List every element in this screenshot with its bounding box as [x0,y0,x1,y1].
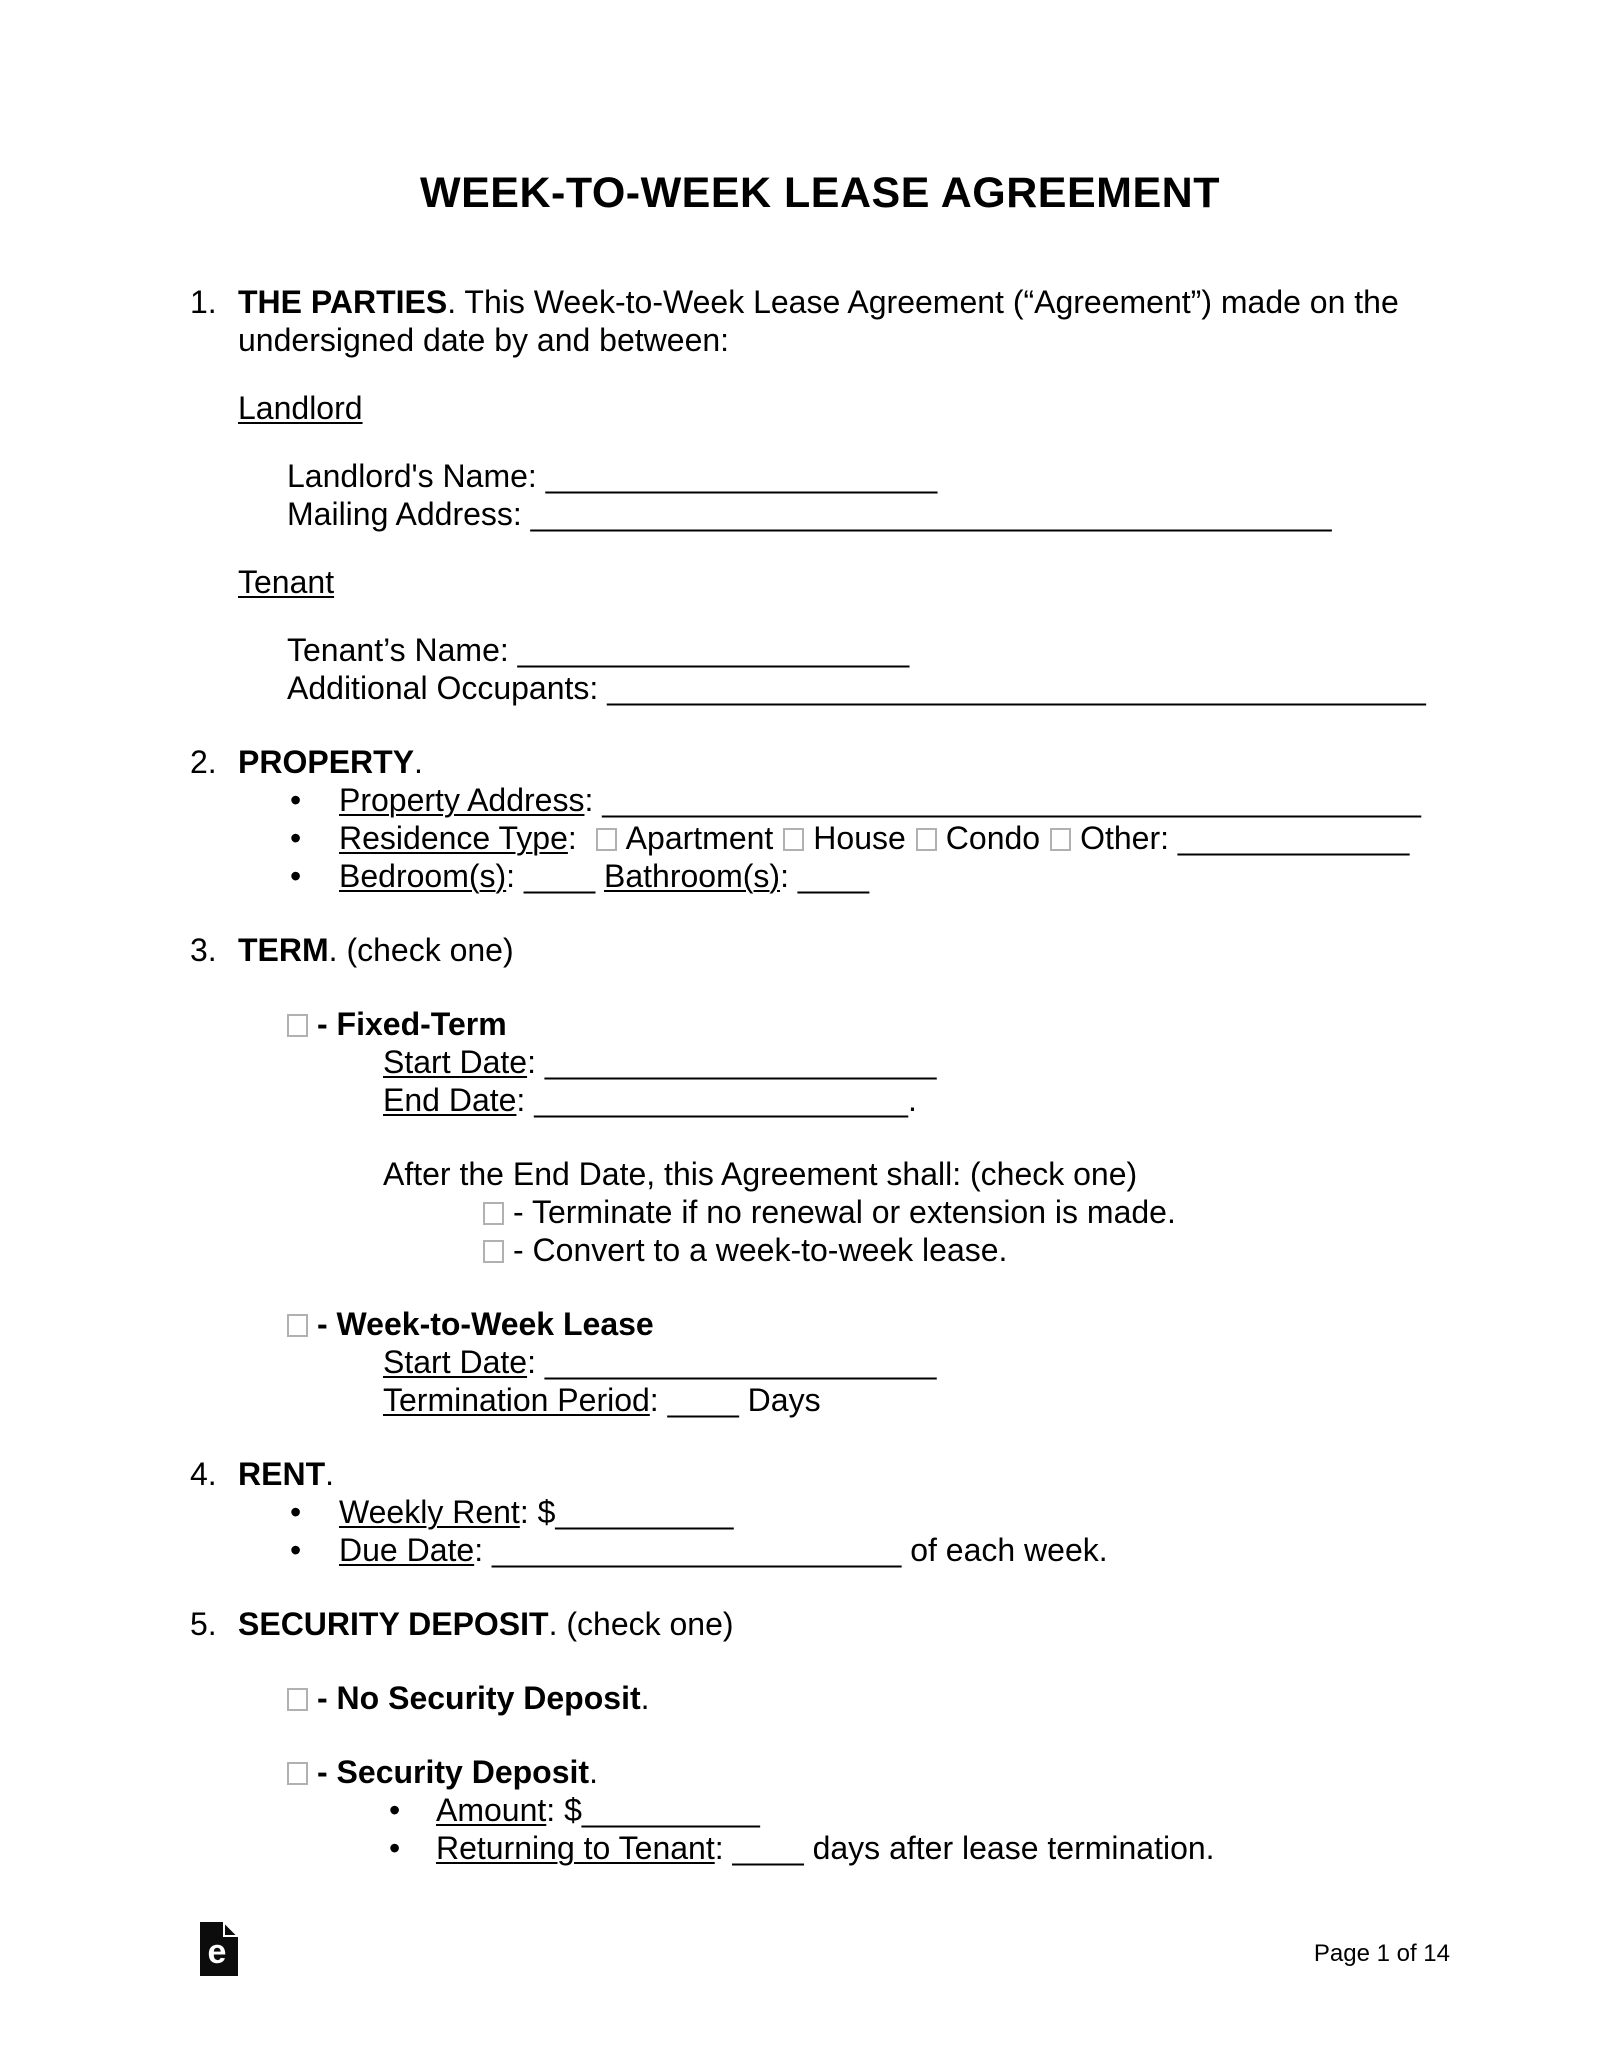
week-to-week-checkbox[interactable] [287,1314,308,1337]
start-date-label: Start Date [383,1344,528,1380]
week-to-week-label: - Week-to-Week Lease [317,1306,654,1342]
section-1-text: . This Week-to-Week Lease Agreement (“Agreement”) made on the [447,284,1399,320]
tenants-name-field[interactable]: ______________________ [517,632,910,668]
bullet-icon: • [290,1494,302,1530]
fixed-term-checkbox[interactable] [287,1014,308,1037]
house-checkbox[interactable] [783,828,804,851]
section-3-term-heading [190,931,1450,969]
property-address-field[interactable]: ______________________________________________ [602,782,1421,818]
period: . [589,1754,598,1790]
period: . [907,1082,917,1118]
security-deposit-option [287,1753,1450,1791]
fixed-term-option [287,1005,1450,1043]
convert-checkbox[interactable] [483,1240,504,1263]
page-number: Page 1 of 14 [1313,1940,1450,1967]
property-address-label: Property Address [339,782,585,818]
tenant-heading [238,563,1450,601]
dollar-sign: : $ [519,1494,556,1530]
colon: : [474,1532,492,1568]
week-to-week-option [287,1305,1450,1343]
section-1-parties-line-1 [190,283,1450,321]
end-date-label: End Date [383,1082,517,1118]
terminate-checkbox[interactable] [483,1202,504,1225]
deposit-return-days-field[interactable]: ____ [732,1830,804,1866]
tenants-name-label: Tenant’s Name: [287,632,518,668]
of-each-week-text: of each week. [901,1532,1108,1568]
other-label: Other: [1080,820,1178,856]
colon: : [516,1082,535,1118]
termination-period-field[interactable]: ____ [667,1382,739,1418]
tenant-label: Tenant [238,564,335,600]
section-1-parties-line-2 [238,321,1450,359]
due-date-line [287,1531,1450,1569]
bathrooms-label: Bathroom(s) [604,858,781,894]
other-checkbox[interactable] [1050,828,1071,851]
section-2-property-heading [190,743,1450,781]
section-5-number: 5. [190,1606,217,1642]
amount-label: Amount [436,1792,547,1828]
apartment-checkbox[interactable] [596,828,617,851]
logo-letter: e [207,1933,227,1971]
bullet-icon: • [290,858,302,894]
termination-period-label: Termination Period [383,1382,650,1418]
section-3-number: 3. [190,932,217,968]
due-date-label: Due Date [339,1532,475,1568]
dollar-sign: : $ [546,1792,582,1828]
days-label: Days [738,1382,821,1418]
after-end-date-line [383,1155,1450,1193]
bedrooms-label: Bedroom(s) [339,858,507,894]
weekly-rent-label: Weekly Rent [339,1494,520,1530]
condo-label: Condo [945,820,1041,856]
section-4-number: 4. [190,1456,217,1492]
period: . [640,1680,650,1716]
colon: : [714,1830,733,1866]
bullet-icon: • [389,1792,401,1828]
section-2-period: . [414,744,423,780]
apartment-label: Apartment [625,820,774,856]
colon: : [527,1344,545,1380]
returning-to-tenant-line [386,1829,1450,1867]
bullet-icon: • [290,1532,302,1568]
bullet-icon: • [389,1830,401,1866]
fixed-end-date-field[interactable]: _____________________ [534,1082,908,1118]
convert-label: - Convert to a week-to-week lease. [513,1232,1008,1268]
section-4-rent-heading [190,1455,1450,1493]
fixed-term-end-date-line [383,1081,1450,1119]
weekly-rent-field[interactable]: __________ [555,1494,734,1530]
bullet-icon: • [290,782,302,818]
termination-period-line [383,1381,1450,1419]
condo-checkbox[interactable] [916,828,937,851]
security-deposit-checkbox[interactable] [287,1762,308,1785]
additional-occupants-label: Additional Occupants: [287,670,608,706]
after-end-date-text: After the End Date, this Agreement shall: (check one) [383,1156,1138,1192]
residence-type-line [287,819,1450,857]
colon: : [567,820,586,856]
fixed-term-label: - Fixed-Term [317,1006,507,1042]
terminate-label: - Terminate if no renewal or extension is made. [513,1194,1176,1230]
landlords-name-line [287,457,1450,495]
landlord-heading [238,389,1450,427]
colon: : [649,1382,668,1418]
due-date-field[interactable]: _______________________ [491,1532,902,1568]
section-1-text-continued: undersigned date by and between: [238,322,730,358]
fixed-term-start-date-line [383,1043,1450,1081]
no-security-deposit-label: - No Security Deposit [317,1680,641,1716]
property-address-line [287,781,1450,819]
weekly-rent-line [287,1493,1450,1531]
start-date-label: Start Date [383,1044,528,1080]
security-deposit-label: - Security Deposit [317,1754,590,1790]
return-days-text: days after lease termination. [803,1830,1215,1866]
colon: : [584,782,603,818]
space [595,858,604,894]
mailing-address-label: Mailing Address: [287,496,531,532]
colon: : [780,858,798,894]
section-5-heading: SECURITY DEPOSIT [238,1606,549,1642]
no-security-deposit-checkbox[interactable] [287,1688,308,1711]
section-4-heading: RENT [238,1456,326,1492]
terminate-option [483,1193,1450,1231]
bullet-icon: • [290,820,302,856]
landlords-name-field[interactable]: ______________________ [545,458,938,494]
document-icon [200,1922,238,1976]
section-2-heading: PROPERTY [238,744,415,780]
additional-occupants-line [287,669,1450,707]
deposit-amount-field[interactable]: __________ [581,1792,760,1828]
section-4-period: . [325,1456,334,1492]
residence-type-label: Residence Type [339,820,568,856]
eforms-logo-icon [200,1922,238,1976]
w2w-start-date-line [383,1343,1450,1381]
mailing-address-line [287,495,1450,533]
tenants-name-line [287,631,1450,669]
deposit-amount-line [386,1791,1450,1829]
returning-to-tenant-label: Returning to Tenant [436,1830,715,1866]
section-1-number: 1. [190,284,217,320]
mailing-address-field[interactable]: _____________________________________________ [530,496,1332,532]
convert-option [483,1231,1450,1269]
section-2-number: 2. [190,744,217,780]
bedroom-bathroom-line [287,857,1450,895]
section-3-heading: TERM [238,932,329,968]
document-title: WEEK-TO-WEEK LEASE AGREEMENT [420,169,1220,217]
additional-occupants-field[interactable]: ______________________________________________ [607,670,1426,706]
fixed-start-date-field[interactable]: ______________________ [544,1044,937,1080]
landlords-name-label: Landlord's Name: [287,458,546,494]
section-5-instruction: . (check one) [548,1606,734,1642]
colon: : [527,1044,545,1080]
bathrooms-field[interactable]: ____ [797,858,870,894]
colon: : [506,858,524,894]
w2w-start-date-field[interactable]: ______________________ [544,1344,937,1380]
section-5-security-deposit-heading [190,1605,1450,1643]
landlord-label: Landlord [238,390,363,426]
house-label: House [813,820,906,856]
section-1-heading: THE PARTIES [238,284,448,320]
section-3-instruction: . (check one) [328,932,514,968]
no-security-deposit-option [287,1679,1450,1717]
other-residence-field[interactable]: _____________ [1177,820,1410,856]
document-body [190,283,1450,1867]
bedrooms-field[interactable]: ____ [523,858,596,894]
